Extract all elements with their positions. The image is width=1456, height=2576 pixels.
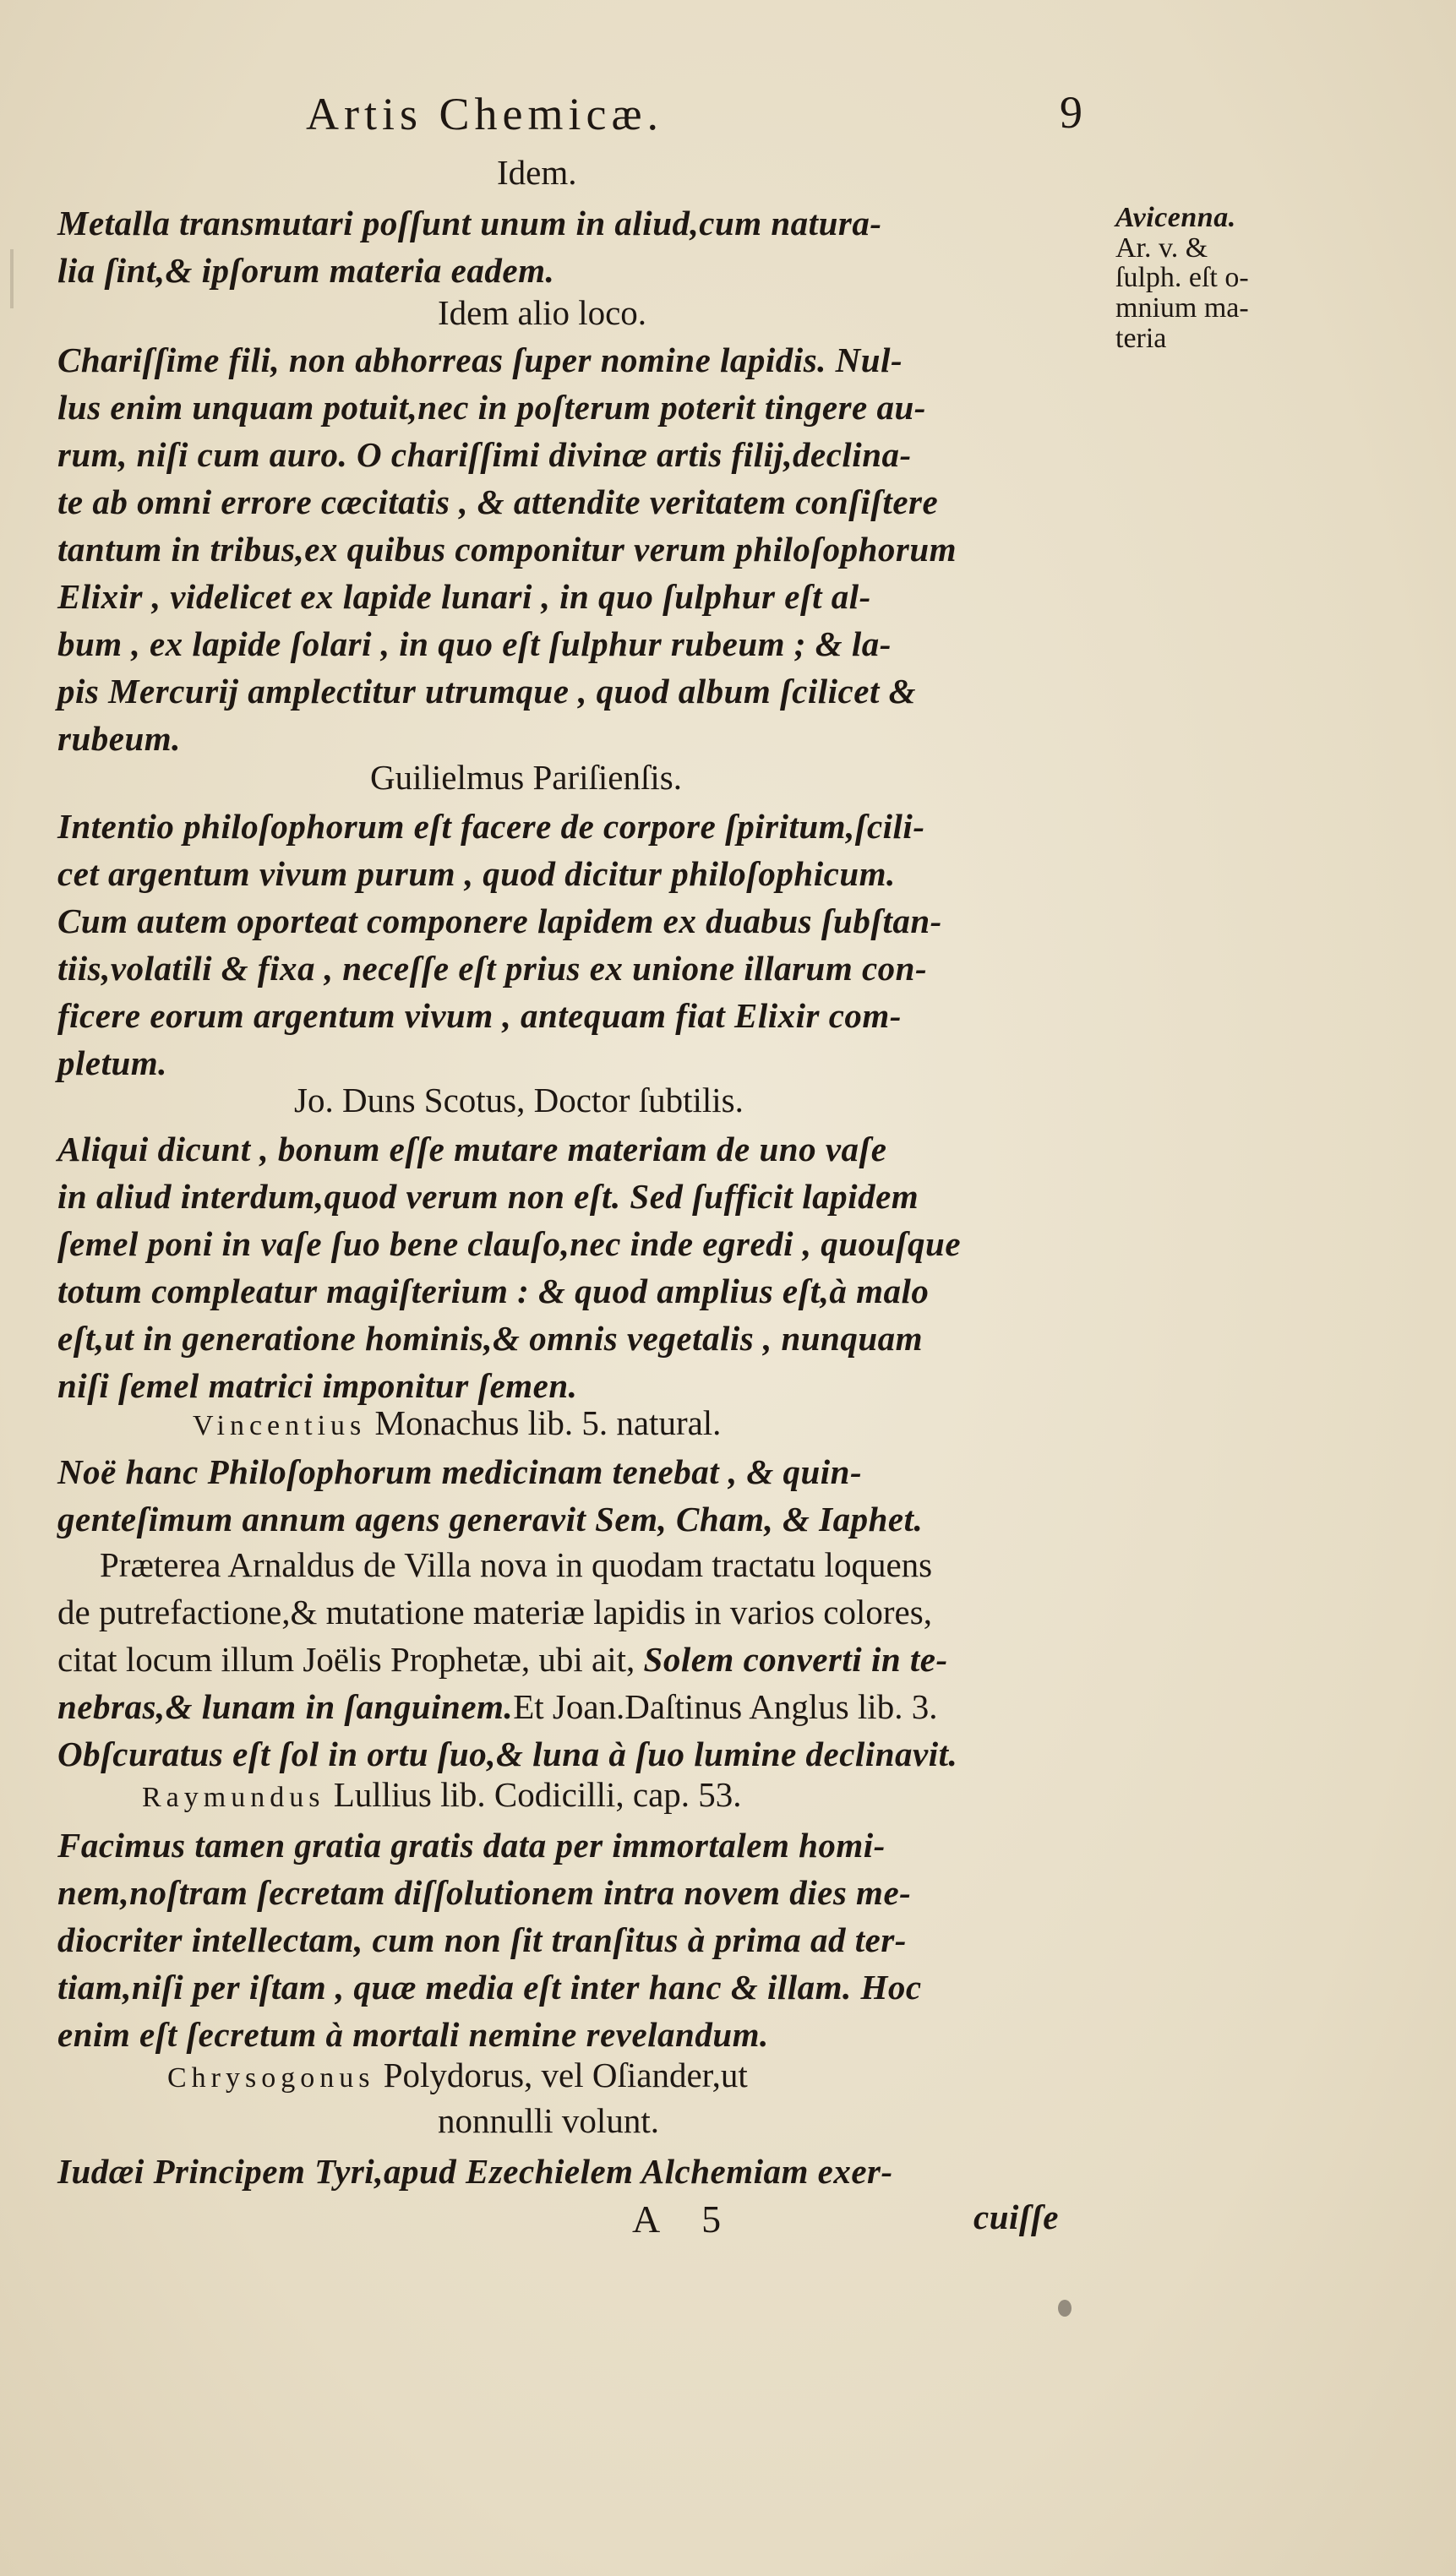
text-line: Noë hanc Philoſophorum medicinam tenebat , & quin- — [57, 1452, 863, 1491]
text-line: tantum in tribus,ex quibus componitur verum philoſophorum — [57, 530, 957, 569]
marginal-line: mnium ma- — [1115, 292, 1249, 324]
text-line — [57, 1687, 938, 1726]
text-line: eſt,ut in generatione hominis,& omnis vegetalis , nunquam — [57, 1319, 924, 1358]
marginal-line: Ar. v. & — [1115, 231, 1208, 264]
text-line: lia ſint,& ipſorum materia eadem. — [57, 251, 555, 290]
section-heading-raymundus — [142, 1775, 742, 1814]
ink-blot — [1058, 2300, 1072, 2317]
marginal-author: Avicenna. — [1115, 202, 1236, 233]
marginal-note — [1115, 203, 1249, 353]
text-line: Chariſſime fili, non abhorreas ſuper nomine lapidis. Nul- — [57, 340, 903, 379]
section-heading-duns-scotus: Jo. Duns Scotus, Doctor ſubtilis. — [294, 1081, 744, 1119]
heading-continuation: nonnulli volunt. — [438, 2101, 659, 2140]
section-heading-guilielmus: Guilielmus Pariſienſis. — [370, 758, 682, 797]
section-heading-vincentius — [193, 1403, 722, 1442]
text-line: pis Mercurij amplectitur utrumque , quod album ſcilicet & — [57, 672, 916, 711]
text-line: tiis,volatili & fixa , neceſſe eſt prius ex unione illarum con- — [57, 949, 928, 988]
quote-span: Solem converti in te- — [643, 1640, 948, 1679]
text-line: Elixir , videlicet ex lapide lunari , in quo ſulphur eſt al- — [57, 577, 871, 616]
text-span: Et Joan.Daſtinus Anglus lib. 3. — [513, 1687, 938, 1726]
text-line: ficere eorum argentum vivum , antequam fiat Elixir com- — [57, 996, 902, 1035]
text-span: citat locum illum Joëlis Prophetæ, ubi ait, — [57, 1640, 644, 1679]
text-line: enim eſt ſecretum à mortali nemine revelandum. — [57, 2015, 769, 2054]
text-line: ſemel poni in vaſe ſuo bene clauſo,nec inde egredi , quouſque — [57, 1224, 962, 1263]
text-line: rubeum. — [57, 719, 181, 758]
author-name: Vincentius — [193, 1410, 367, 1441]
text-line: cet argentum vivum purum , quod dicitur philoſophicum. — [57, 854, 896, 893]
page-number: 9 — [1060, 87, 1082, 138]
text-line: de putrefactione,& mutatione materiæ lapidis in varios colores, — [57, 1593, 932, 1631]
section-heading-idem: Idem. — [497, 153, 577, 192]
text-line: Cum autem oporteat componere lapidem ex duabus ſubſtan- — [57, 901, 942, 940]
running-header: Artis Chemicæ. — [306, 89, 663, 139]
text-line: lus enim unquam potuit,nec in poſterum poterit tingere au- — [57, 388, 926, 427]
text-line: diocriter intellectam, cum non ſit tranſitus à prima ad ter- — [57, 1920, 907, 1959]
text-line: Intentio philoſophorum eſt facere de corpore ſpiritum,ſcili- — [57, 807, 925, 846]
heading-rest: Polydorus, vel Oſiander,ut — [374, 2056, 748, 2094]
text-line: Metalla transmutari poſſunt unum in aliud,cum natura- — [57, 204, 882, 242]
text-line: in aliud interdum,quod verum non eſt. Sed ſufficit lapidem — [57, 1177, 919, 1216]
text-line: te ab omni errore cæcitatis , & attendite veritatem conſiſtere — [57, 482, 939, 521]
text-line: genteſimum annum agens generavit Sem, Cham, & Iaphet. — [57, 1500, 924, 1539]
text-line: rum, niſi cum auro. O chariſſimi divinæ artis filij,declina- — [57, 435, 912, 474]
text-line: Facimus tamen gratia gratis data per immortalem homi- — [57, 1826, 886, 1865]
catchword: cuiſſe — [973, 2197, 1059, 2236]
text-line: Obſcuratus eſt ſol in ortu ſuo,& luna à ſuo lumine declinavit. — [57, 1735, 958, 1773]
heading-rest: Lullius lib. Codicilli, cap. 53. — [324, 1775, 742, 1814]
text-line: nem,noſtram ſecretam diſſolutionem intra novem dies me- — [57, 1873, 912, 1912]
signature-mark: A 5 — [632, 2197, 739, 2241]
heading-rest: Monachus lib. 5. natural. — [366, 1403, 722, 1442]
text-line: Præterea Arnaldus de Villa nova in quodam tractatu loquens — [100, 1545, 933, 1584]
text-line — [57, 1642, 948, 1677]
marginal-line: teria — [1115, 322, 1167, 354]
text-line: bum , ex lapide ſolari , in quo eſt ſulphur rubeum ; & la- — [57, 624, 892, 663]
text-line: tiam,niſi per iſtam , quæ media eſt inter hanc & illam. Hoc — [57, 1968, 922, 2007]
quote-span: nebras,& lunam in ſanguinem. — [57, 1687, 514, 1726]
text-line: pletum. — [57, 1043, 167, 1082]
author-name: Chrysogonus — [167, 2062, 375, 2094]
margin-smudge — [10, 249, 14, 308]
marginal-line: ſulph. eſt o- — [1115, 262, 1249, 294]
text-line: Aliqui dicunt , bonum eſſe mutare materiam de uno vaſe — [57, 1130, 887, 1168]
text-line: totum compleatur magiſterium : & quod amplius eſt,à malo — [57, 1272, 930, 1310]
section-heading-chrysogonus — [167, 2058, 748, 2093]
text-line: niſi ſemel matrici imponitur ſemen. — [57, 1366, 578, 1405]
text-line: Iudæi Principem Tyri,apud Ezechielem Alchemiam exer- — [57, 2152, 893, 2191]
section-heading-idem-alio-loco: Idem alio loco. — [438, 293, 647, 332]
author-name: Raymundus — [142, 1782, 325, 1813]
